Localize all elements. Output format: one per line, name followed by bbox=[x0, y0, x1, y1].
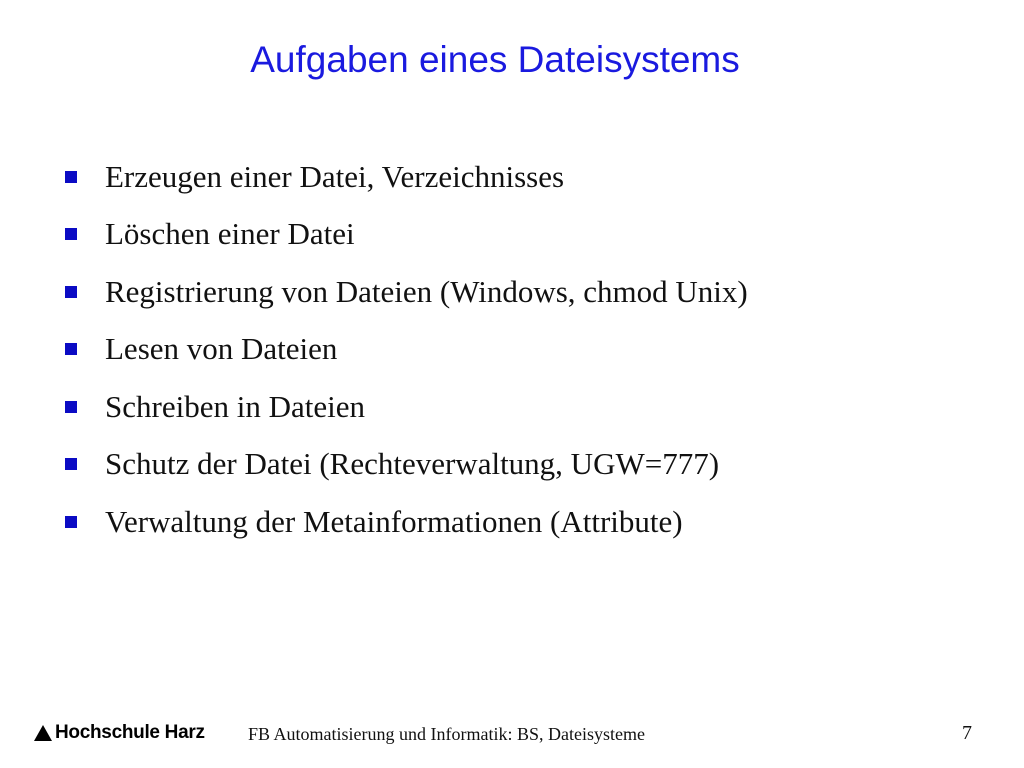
bullet-text: Löschen einer Datei bbox=[105, 216, 355, 252]
bullet-item bbox=[62, 263, 748, 321]
bullet-text: Schreiben in Dateien bbox=[105, 388, 365, 424]
bullet-list bbox=[62, 148, 748, 551]
bullet-text: Lesen von Dateien bbox=[105, 331, 338, 367]
bullet-text: Verwaltung der Metainformationen (Attribute) bbox=[105, 503, 683, 539]
square-bullet-icon bbox=[65, 401, 77, 413]
footer-logo bbox=[34, 722, 205, 744]
triangle-logo-icon bbox=[34, 725, 52, 741]
square-bullet-icon bbox=[65, 228, 77, 240]
slide-title: Aufgaben eines Dateisystems bbox=[250, 39, 740, 80]
square-bullet-icon bbox=[65, 171, 77, 183]
square-bullet-icon bbox=[65, 286, 77, 298]
bullet-item bbox=[62, 148, 748, 206]
footer-course-text: FB Automatisierung und Informatik: BS, Dateisysteme bbox=[248, 724, 645, 744]
square-bullet-icon bbox=[65, 516, 77, 528]
square-bullet-icon bbox=[65, 458, 77, 470]
bullet-item bbox=[62, 206, 748, 264]
bullet-text: Schutz der Datei (Rechteverwaltung, UGW=777) bbox=[105, 446, 720, 482]
bullet-item bbox=[62, 493, 748, 551]
logo-text: Hochschule Harz bbox=[55, 722, 205, 743]
bullet-item bbox=[62, 321, 748, 379]
bullet-item bbox=[62, 436, 748, 494]
bullet-item bbox=[62, 378, 748, 436]
bullet-text: Erzeugen einer Datei, Verzeichnisses bbox=[105, 158, 565, 194]
page-number: 7 bbox=[962, 722, 972, 744]
square-bullet-icon bbox=[65, 343, 77, 355]
bullet-text: Registrierung von Dateien (Windows, chmod Unix) bbox=[105, 273, 748, 309]
